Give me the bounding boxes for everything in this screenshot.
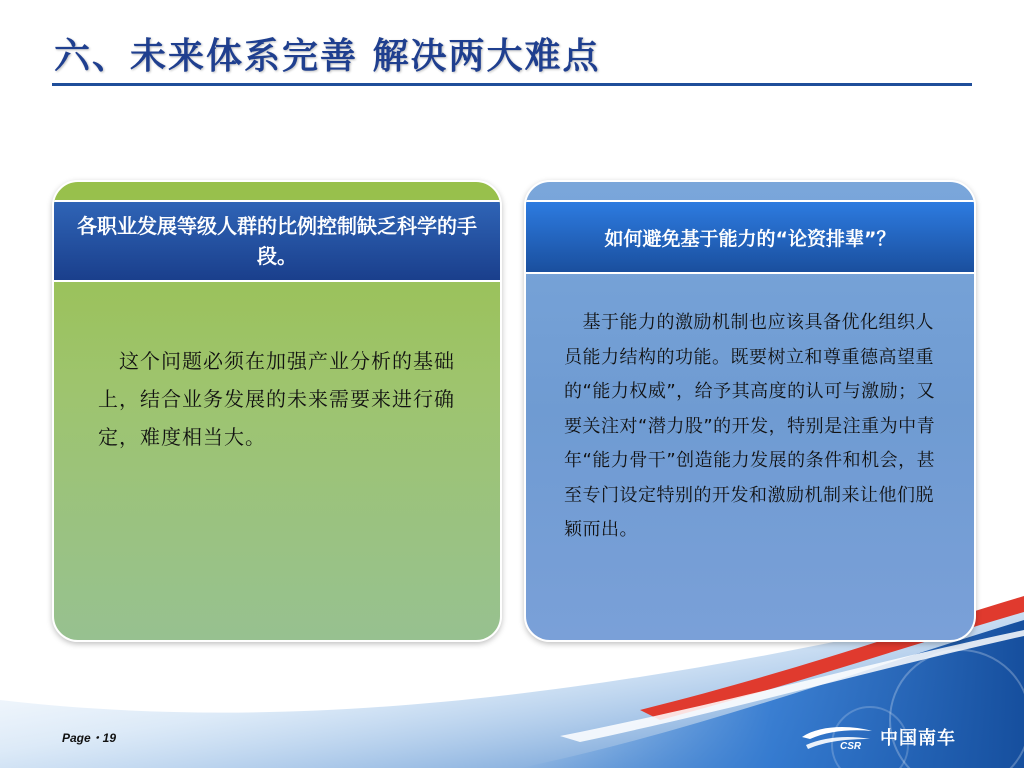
company-logo bbox=[800, 722, 990, 752]
page-number: Page・19 bbox=[62, 731, 117, 745]
left-card-header: 各职业发展等级人群的比例控制缺乏科学的手段。 bbox=[54, 200, 500, 282]
right-card-body-text: 基于能力的激励机制也应该具备优化组织人员能力结构的功能。既要树立和尊重德高望重的“能力权威”，给予其高度的认可与激励；又要关注对“潜力股”的开发，特别是注重为中青年“能力骨干”创造能力发展的条件和机会，甚至专门设定特别的开发和激励机制来让他们脱颖而出。 bbox=[564, 312, 936, 540]
left-card bbox=[52, 180, 502, 642]
left-card-body-text: 这个问题必须在加强产业分析的基础上，结合业务发展的未来需要来进行确定，难度相当大。 bbox=[98, 349, 455, 449]
csr-logo-icon bbox=[800, 723, 874, 751]
slide-title: 六、未来体系完善 解决两大难点 bbox=[54, 36, 601, 77]
logo-mark-text: CSR bbox=[840, 741, 862, 751]
title-underline bbox=[52, 83, 972, 86]
left-card-body bbox=[98, 342, 456, 456]
right-card-header: 如何避免基于能力的“论资排辈”？ bbox=[526, 200, 974, 274]
logo-name: 中国南车 bbox=[880, 728, 956, 749]
right-card bbox=[524, 180, 976, 642]
right-card-body bbox=[564, 306, 940, 548]
